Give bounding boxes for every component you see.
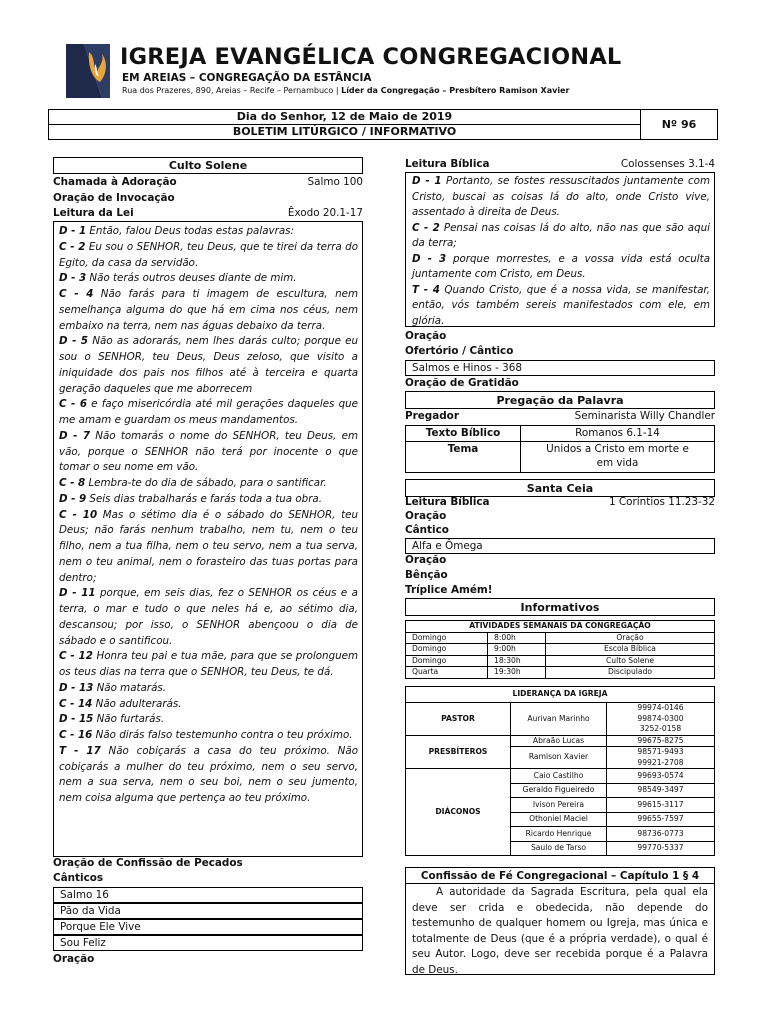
presbitero-phones bbox=[607, 747, 715, 769]
verse-speaker: C - 2 bbox=[412, 221, 440, 234]
verse-speaker: D - 1 bbox=[59, 225, 87, 237]
verse-text: Portanto, se fostes ressuscitados juntamente com Cristo, buscai as coisas lá do alto, onde Cristo vive, assentado à direita de Deus. bbox=[412, 175, 710, 218]
pregador-label: Pregador bbox=[405, 410, 459, 422]
sermon-table bbox=[405, 425, 715, 473]
diacono-phone: 98736-0773 bbox=[607, 827, 715, 842]
pregador-name: Seminarista Willy Chandler bbox=[574, 410, 715, 422]
verse-speaker: D - 7 bbox=[59, 429, 91, 442]
verse-text: Pensai nas coisas lá do alto, não nas que são aqui da terra; bbox=[412, 221, 710, 249]
diacono-name: Ricardo Henrique bbox=[511, 827, 607, 842]
verse-speaker: D - 11 bbox=[59, 587, 96, 600]
reading-verse bbox=[59, 429, 358, 476]
lei-reading bbox=[53, 221, 363, 857]
atividades-body bbox=[406, 632, 715, 678]
activity-day: Quarta bbox=[406, 667, 488, 679]
table-row bbox=[406, 632, 715, 644]
verse-speaker: C - 8 bbox=[59, 477, 86, 489]
table-row bbox=[406, 703, 715, 736]
reading-verse bbox=[59, 492, 358, 508]
activity-day: Domingo bbox=[406, 644, 488, 656]
leitura-label: Leitura Bíblica bbox=[405, 158, 490, 170]
canticos-label: Cânticos bbox=[53, 872, 104, 884]
lei-ref: Êxodo 20.1-17 bbox=[287, 207, 363, 219]
reading-verse bbox=[412, 174, 710, 221]
reading-verse bbox=[59, 728, 358, 744]
verse-speaker: D - 5 bbox=[59, 335, 89, 348]
verse-speaker: D - 9 bbox=[59, 492, 87, 505]
table-header bbox=[406, 621, 715, 633]
verse-speaker: D - 3 bbox=[412, 252, 447, 265]
verse-speaker: D - 15 bbox=[59, 713, 94, 726]
table-header bbox=[406, 687, 715, 703]
table-row bbox=[406, 426, 715, 442]
activity-time: 9:00h bbox=[488, 644, 546, 656]
confissao-pecados-label: Oração de Confissão de Pecados bbox=[53, 857, 243, 869]
diacono-phone: 99693-0574 bbox=[607, 769, 715, 784]
chamada-label: Chamada à Adoração bbox=[53, 176, 177, 188]
activity-day: Domingo bbox=[406, 655, 488, 667]
leitura-ref: Colossenses 3.1-4 bbox=[620, 158, 715, 170]
verse-text: Lembra-te do dia de sábado, para o santificar. bbox=[85, 477, 327, 489]
phone-number: 99921-2708 bbox=[637, 757, 684, 767]
verse-speaker: T - 4 bbox=[412, 283, 440, 296]
verse-speaker: C - 6 bbox=[59, 398, 87, 411]
church-address bbox=[122, 86, 569, 95]
ceia-leitura-label: Leitura Bíblica bbox=[405, 496, 490, 508]
reading-verse bbox=[59, 224, 358, 240]
tema-label: Tema bbox=[406, 441, 521, 472]
activity-name: Escola Bíblica bbox=[546, 644, 715, 656]
verse-speaker: C - 12 bbox=[59, 650, 93, 663]
phone-number: 98571-9493 bbox=[637, 747, 684, 756]
verse-text: Então, falou Deus todas estas palavras: bbox=[86, 225, 294, 237]
reading-verse bbox=[59, 334, 358, 397]
reading-verse bbox=[59, 271, 358, 287]
church-subtitle: EM AREIAS – CONGREGAÇÃO DA ESTÂNCIA bbox=[122, 72, 372, 84]
verse-text: Mas o sétimo dia é o sábado do SENHOR, teu Deus; não farás nenhum trabalho, nem tu, nem o teu filho, nem a tua filha, nem o teu servo, nem a tua serva, nem o teu animal, nem o forasteiro das tuas portas para dentro; bbox=[59, 508, 358, 584]
reading-verse bbox=[59, 240, 358, 272]
pastor-phones bbox=[607, 703, 715, 736]
diacono-name: Geraldo Figueiredo bbox=[511, 783, 607, 798]
verse-text: Não furtarás. bbox=[93, 713, 165, 726]
verse-speaker: T - 17 bbox=[59, 744, 101, 757]
verse-speaker: D - 1 bbox=[412, 175, 442, 187]
verse-text: Não dirás falso testemunho contra o teu próximo. bbox=[92, 729, 353, 741]
leader-text: Líder da Congregação – Presbítero Ramison Xavier bbox=[341, 86, 570, 95]
song-item: Sou Feliz bbox=[53, 935, 363, 951]
tema-text: Unidos a Cristo em morte e em vida bbox=[521, 441, 715, 472]
reading-verse bbox=[59, 697, 358, 713]
verse-speaker: C - 14 bbox=[59, 697, 93, 710]
phone-number: 3252-0158 bbox=[639, 724, 682, 733]
pastor-label: PASTOR bbox=[406, 703, 511, 736]
reading-verse bbox=[59, 287, 358, 334]
verse-text: Não as adorarás, nem lhes darás culto; porque eu sou o SENHOR, teu Deus, Deus zeloso, que visito a iniquidade dos pais nos filhos até à terceira e quarta geração daqueles que me aborrecem bbox=[59, 335, 359, 395]
presbitero-phones bbox=[607, 735, 715, 747]
section-pregacao: Pregação da Palavra bbox=[405, 391, 715, 409]
confissao-text: A autoridade da Sagrada Escritura, pela qual ela deve ser crida e obedecida, não depende do testemunho de qualquer homem ou Igreja, mas única e totalmente de Deus (que é a própria verdade), o qual é seu Autor. Logo, deve ser recebida porque é a Palavra de Deus. bbox=[412, 886, 708, 976]
address-text: Rua dos Prazeres, 890, Areias – Recife – Pernambuco | bbox=[122, 86, 342, 95]
reading-verse bbox=[59, 681, 358, 697]
reading-verse bbox=[59, 508, 358, 587]
oracao-label: Oração bbox=[405, 330, 447, 342]
triplice-label: Tríplice Amém! bbox=[405, 584, 493, 596]
texto-label: Texto Bíblico bbox=[406, 426, 521, 442]
verse-speaker: D - 13 bbox=[59, 681, 94, 694]
service-date: Dia do Senhor, 12 de Maio de 2019 bbox=[49, 110, 641, 125]
bulletin-title: BOLETIM LITÚRGICO / INFORMATIVO bbox=[49, 125, 641, 140]
activity-time: 19:30h bbox=[488, 667, 546, 679]
activity-name: Oração bbox=[546, 632, 715, 644]
activity-name: Discipulado bbox=[546, 667, 715, 679]
confissao-title: Confissão de Fé Congregacional – Capítulo 1 § 4 bbox=[406, 868, 714, 884]
presbitero-name: Ramison Xavier bbox=[511, 747, 607, 769]
table-row bbox=[406, 441, 715, 472]
verse-speaker: C - 16 bbox=[59, 729, 93, 741]
presbiteros-label: PRESBÍTEROS bbox=[406, 735, 511, 769]
reading-verse bbox=[59, 476, 358, 492]
chamada-ref: Salmo 100 bbox=[307, 176, 363, 188]
verse-text: Não terás outros deuses diante de mim. bbox=[86, 272, 297, 285]
ceia-oracao-label: Oração bbox=[405, 510, 447, 522]
verse-speaker: C - 2 bbox=[59, 240, 86, 253]
section-culto-solene: Culto Solene bbox=[53, 157, 363, 174]
ceia-cantico-label: Cântico bbox=[405, 524, 449, 536]
reading-verse bbox=[412, 252, 710, 283]
verse-speaker: C - 10 bbox=[59, 508, 98, 521]
verse-text: Honra teu pai e tua mãe, para que se prolonguem os teus dias na terra que o SENHOR, teu Deus, te dá. bbox=[59, 650, 358, 678]
diacono-name: Caio Castilho bbox=[511, 769, 607, 784]
leitura-reading bbox=[405, 172, 715, 327]
ceia-song: Alfa e Ômega bbox=[405, 538, 715, 554]
reading-verse bbox=[412, 283, 710, 330]
church-name: IGREJA EVANGÉLICA CONGREGACIONAL bbox=[120, 44, 622, 70]
diacono-phone: 99615-3117 bbox=[607, 798, 715, 813]
diacono-name: Saulo de Tarso bbox=[511, 841, 607, 856]
ceia-oracao2-label: Oração bbox=[405, 554, 447, 566]
verse-text: Não matarás. bbox=[93, 681, 167, 694]
diacono-phone: 99770-5337 bbox=[607, 841, 715, 856]
verse-text: Não farás para ti imagem de escultura, nem semelhança alguma do que há em cima nos céus, nem embaixo na terra, nem nas águas debaixo da terra. bbox=[59, 288, 358, 332]
diacono-phone: 98549-3497 bbox=[607, 783, 715, 798]
pastor-name: Aurivan Marinho bbox=[511, 703, 607, 736]
verse-text: Quando Cristo, que é a nossa vida, se manifestar, então, vós também sereis manifestados com ele, em glória. bbox=[412, 283, 710, 327]
table-row bbox=[406, 667, 715, 679]
verse-text: Seis dias trabalharás e farás toda a tua obra. bbox=[86, 492, 323, 505]
invocacao-label: Oração de Invocação bbox=[53, 192, 175, 204]
activity-name: Culto Solene bbox=[546, 655, 715, 667]
church-logo bbox=[62, 40, 114, 102]
verse-speaker: C - 4 bbox=[59, 288, 94, 300]
title-box bbox=[48, 109, 718, 140]
lideranca-table bbox=[405, 686, 715, 856]
verse-text: Eu sou o SENHOR, teu Deus, que te tirei da terra do Egito, da casa da servidão. bbox=[59, 240, 358, 269]
reading-verse bbox=[59, 712, 358, 728]
diacono-phone: 99655-7597 bbox=[607, 812, 715, 827]
ceia-leitura-ref: 1 Coríntios 11.23-32 bbox=[608, 496, 715, 508]
verse-text: porque, em seis dias, fez o SENHOR os céus e a terra, o mar e tudo o que neles há e, ao sétimo dia, descansou; por isso, o SENHOR abençoou o dia de sábado e o santificou. bbox=[59, 587, 358, 647]
diacono-name: Othoniel Maciel bbox=[511, 812, 607, 827]
table-row bbox=[406, 735, 715, 747]
reading-verse bbox=[412, 221, 710, 252]
texto-ref: Romanos 6.1-14 bbox=[521, 426, 715, 442]
atividades-title: ATIVIDADES SEMANAIS DA CONGREGAÇÃO bbox=[406, 621, 715, 633]
activity-time: 8:00h bbox=[488, 632, 546, 644]
reading-verse bbox=[59, 649, 358, 681]
phone-number: 99874-0300 bbox=[637, 713, 684, 723]
lei-label: Leitura da Lei bbox=[53, 207, 134, 219]
bulletin-number: Nº 96 bbox=[661, 118, 697, 131]
reading-verse bbox=[59, 586, 358, 649]
activity-time: 18:30h bbox=[488, 655, 546, 667]
phone-number: 99675-8275 bbox=[637, 735, 684, 745]
diaconos-label: DIÁCONOS bbox=[406, 769, 511, 856]
verse-text: Não cobiçarás a casa do teu próximo. Não cobiçarás a mulher do teu próximo, nem o seu servo, nem a sua serva, nem o seu boi, nem o seu jumento, nem coisa alguma que pertença ao teu próximo. bbox=[59, 744, 358, 804]
verse-speaker: D - 3 bbox=[59, 272, 87, 285]
atividades-table bbox=[405, 620, 715, 679]
table-row bbox=[406, 644, 715, 656]
oracao-label: Oração bbox=[53, 953, 95, 965]
section-santa-ceia: Santa Ceia bbox=[405, 479, 715, 497]
presbitero-name: Abraão Lucas bbox=[511, 735, 607, 747]
bencao-label: Bênção bbox=[405, 569, 448, 581]
table-row bbox=[406, 655, 715, 667]
verse-text: Não adulterarás. bbox=[92, 697, 182, 710]
ofertorio-song: Salmos e Hinos - 368 bbox=[405, 360, 715, 376]
verse-text: Não tomarás o nome do SENHOR, teu Deus, em vão, porque o SENHOR não terá por inocente o que tomar o seu nome em vão. bbox=[59, 429, 358, 474]
song-item: Pão da Vida bbox=[53, 903, 363, 919]
lideranca-body bbox=[406, 687, 715, 856]
activity-day: Domingo bbox=[406, 632, 488, 644]
song-item: Porque Ele Vive bbox=[53, 919, 363, 935]
gratidao-label: Oração de Gratidão bbox=[405, 377, 519, 389]
table-row bbox=[406, 769, 715, 784]
song-item: Salmo 16 bbox=[53, 887, 363, 903]
phone-number: 99974-0146 bbox=[637, 703, 684, 712]
verse-text: e faço misericórdia até mil gerações daqueles que me amam e guardam os meus mandamentos. bbox=[59, 398, 358, 426]
confissao-box bbox=[405, 867, 715, 975]
reading-verse bbox=[59, 397, 358, 429]
ofertorio-label: Ofertório / Cântico bbox=[405, 345, 514, 357]
lideranca-title: LIDERANÇA DA IGREJA bbox=[406, 687, 715, 703]
reading-verse bbox=[59, 744, 358, 807]
verse-text: porque morrestes, e a vossa vida está oculta juntamente com Cristo, em Deus. bbox=[412, 252, 710, 280]
diacono-name: Ivison Pereira bbox=[511, 798, 607, 813]
section-informativos: Informativos bbox=[405, 598, 715, 616]
